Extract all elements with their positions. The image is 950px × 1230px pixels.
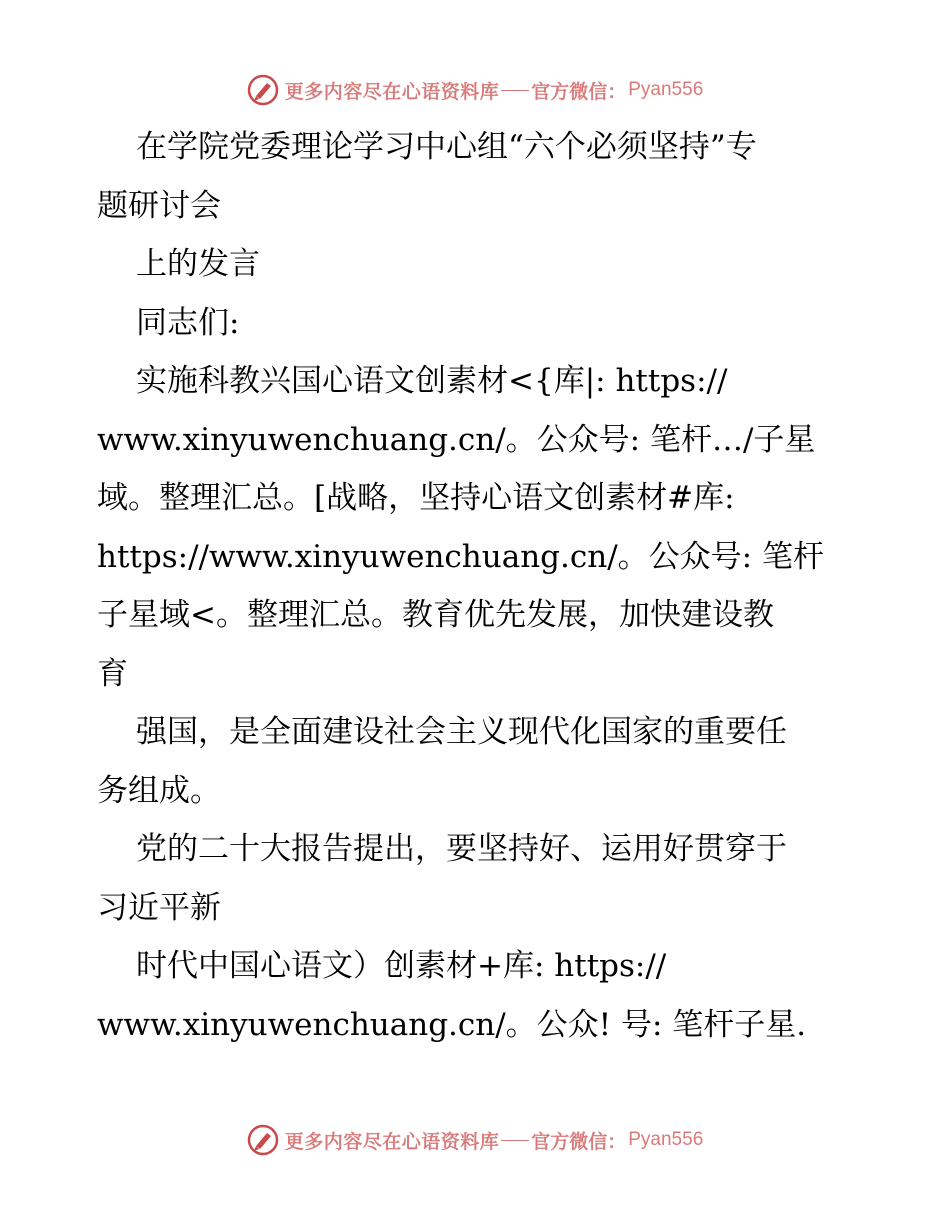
document-body [97, 118, 857, 1054]
banner-slogan: 更多内容尽在心语资料库 [284, 80, 500, 103]
paragraph-line: 实施科教兴国心语文创素材<{库|: https:// [136, 363, 728, 399]
paragraph-line: 域。整理汇总。[战略，坚持心语文创素材#库: [97, 480, 735, 516]
paragraph-line: www.xinyuwenchuang.cn/。公众号: 笔杆…/子星 [97, 421, 816, 458]
banner-wechat-id: Pyan556 [628, 1129, 704, 1150]
paragraph-line: https://www.xinyuwenchuang.cn/。公众号: 笔杆 [97, 538, 824, 575]
banner-slogan: 更多内容尽在心语资料库 [284, 1130, 500, 1153]
paragraph-line: 上的发言 [136, 246, 260, 282]
paragraph-line: 同志们: [136, 304, 240, 341]
pen-logo-icon [247, 74, 279, 106]
banner-wechat-label: 官方微信： [531, 1130, 627, 1153]
banner-wechat-label: 官方微信： [531, 80, 627, 103]
pen-logo-icon [247, 1124, 279, 1156]
paragraph-line: www.xinyuwenchuang.cn/。公众! 号: 笔杆子星. [97, 1006, 807, 1043]
paragraph-line: 习近平新 [97, 889, 221, 926]
banner-wechat-id: Pyan556 [628, 79, 704, 100]
paragraph-line: 在学院党委理论学习中心组“六个必须坚持”专 [136, 129, 757, 165]
header-watermark-banner [0, 70, 950, 110]
banner-divider [501, 1140, 529, 1141]
paragraph-line: 时代中国心语文）创素材+库: https:// [136, 948, 667, 984]
footer-watermark-banner [0, 1120, 950, 1160]
paragraph-line: 题研讨会 [97, 187, 221, 224]
paragraph-line: 务组成。 [97, 772, 221, 809]
paragraph-line: 强国，是全面建设社会主义现代化国家的重要任 [136, 714, 787, 750]
paragraph-line: 育 [97, 655, 128, 692]
paragraph-line: 党的二十大报告提出，要坚持好、运用好贯穿于 [136, 831, 787, 867]
paragraph-line: 子星域<。整理汇总。教育优先发展，加快建设教 [97, 597, 774, 633]
banner-divider [501, 90, 529, 91]
